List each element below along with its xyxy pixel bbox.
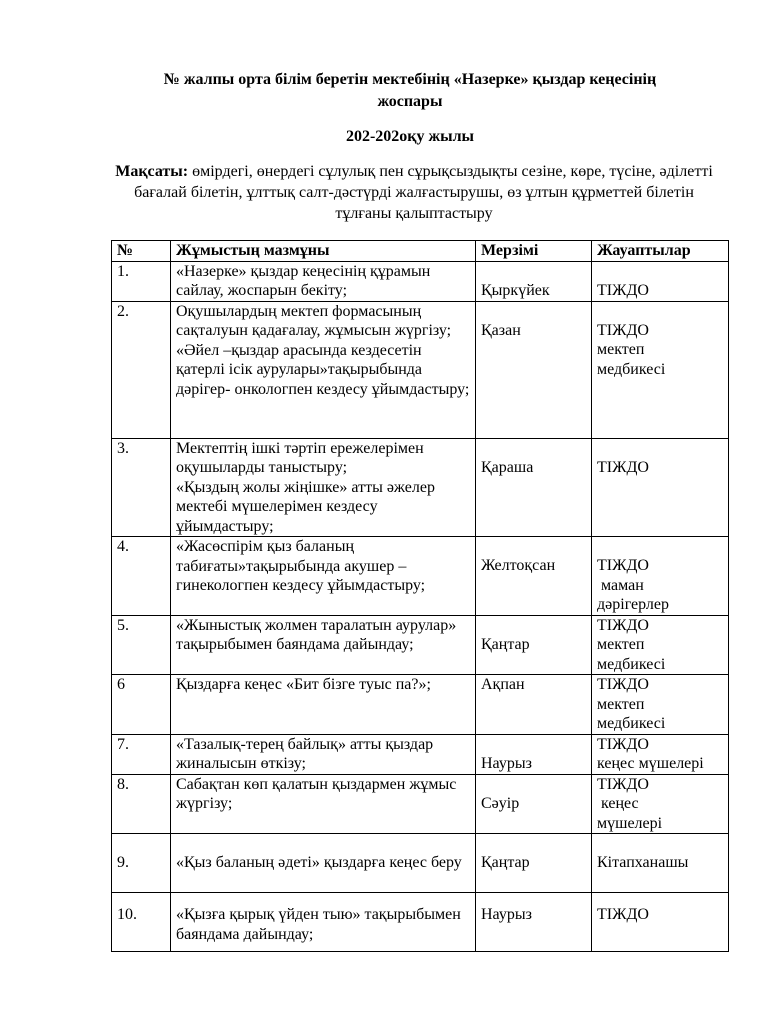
row-responsible (592, 438, 729, 537)
header-date: Мерзімі (476, 241, 592, 262)
row-date: Желтоқсан (476, 537, 592, 616)
responsible-line: мектеп (597, 341, 645, 358)
table-row (112, 675, 729, 735)
row-responsible (592, 615, 729, 675)
header-responsible: Жауаптылар (592, 241, 729, 262)
responsible-line: ТІЖДО (597, 557, 649, 574)
row-number: 2. (112, 301, 171, 438)
row-content (171, 301, 476, 438)
responsible-line: кеңес мүшелері (597, 755, 704, 772)
goal-label: Мақсаты: (115, 163, 189, 180)
row-number: 3. (112, 438, 171, 537)
academic-year: 202-202оқу жылы (345, 128, 475, 145)
responsible-line: маман (597, 576, 644, 594)
row-content (171, 438, 476, 537)
table-row (112, 537, 729, 616)
row-date: Қараша (476, 438, 592, 537)
row-date: Наурыз (476, 893, 592, 952)
row-content (171, 261, 476, 301)
table-header-row (112, 241, 729, 262)
goal-paragraph (108, 161, 720, 224)
row-content (171, 834, 476, 893)
row-date: Қыркүйек (476, 261, 592, 301)
row-content (171, 893, 476, 952)
responsible-line: дәрігерлер (597, 596, 670, 613)
goal-text: өмірдегі, өнердегі сұлулық пен сұрықсыздықты сезіне, көре, түсіне, әділетті бағалай білетін, ұлттық салт-дәстүрді жалғастырушы, өз ұлтын құрметтей білетін тұлғаны қалыптастыру (134, 163, 713, 222)
table-row (112, 893, 729, 952)
responsible-line: кеңес (597, 795, 639, 812)
row-number: 1. (112, 261, 171, 301)
table-row (112, 734, 729, 774)
row-number: 8. (112, 774, 171, 834)
content-paragraph: Мектептің ішкі тәртіп ережелерімен оқушыларды таныстыру; (176, 439, 424, 476)
responsible-line: мүшелері (597, 814, 663, 832)
row-number: 7. (112, 734, 171, 774)
row-responsible (592, 893, 729, 952)
row-responsible (592, 675, 729, 735)
content-paragraph: «Тазалық-терең байлық» атты қыздар жиналысын өткізу; (176, 735, 434, 772)
row-responsible (592, 834, 729, 893)
row-date: Қаңтар (476, 615, 592, 675)
table-row (112, 301, 729, 438)
row-content (171, 734, 476, 774)
responsible-line: ТІЖДО (597, 775, 649, 793)
row-number: 10. (112, 893, 171, 952)
responsible-line: медбикесі (597, 655, 666, 673)
responsible-line: Кітапханашы (597, 854, 689, 872)
row-date: Қаңтар (476, 834, 592, 893)
content-paragraph: «Жыныстық жолмен таралатын аурулар» тақырыбымен баяндама дайындау; (176, 616, 457, 653)
plan-table (111, 240, 729, 952)
responsible-line: ТІЖДО (597, 735, 649, 753)
row-responsible (592, 774, 729, 834)
content-paragraph: Сабақтан көп қалатын қыздармен жұмыс жүргізу; (176, 775, 457, 812)
row-responsible (592, 537, 729, 616)
responsible-line: ТІЖДО (597, 906, 649, 923)
responsible-line: мектеп (597, 695, 645, 713)
responsible-line: медбикесі (597, 715, 666, 732)
responsible-line: ТІЖДО (597, 676, 649, 693)
table-row (112, 774, 729, 834)
title-line-1: № жалпы орта білім беретін мектебінің «Назерке» қыздар кеңесінің (163, 71, 657, 88)
table-row (112, 261, 729, 301)
responsible-line: ТІЖДО (597, 616, 649, 634)
row-content (171, 615, 476, 675)
responsible-line: мектеп (597, 636, 645, 653)
row-date: Наурыз (476, 734, 592, 774)
row-responsible (592, 734, 729, 774)
content-paragraph: «Қыз баланың әдеті» қыздарға кеңес беру (176, 854, 462, 871)
responsible-line: медбикесі (597, 360, 666, 378)
row-responsible (592, 261, 729, 301)
row-number: 4. (112, 537, 171, 616)
content-paragraph: «Әйел –қыздар арасында кездесетін қатерлі ісік аурулары»тақырыбында дәрігер- онкологпен кездесу ұйымдастыру; (176, 341, 470, 398)
content-paragraph: «Қызға қырық үйден тыю» тақырыбымен баяндама дайындау; (176, 906, 461, 943)
header-content: Жұмыстың мазмұны (171, 241, 476, 262)
content-paragraph: Қыздарға кеңес «Бит бізге туыс па?»; (176, 676, 431, 693)
content-paragraph: «Назерке» қыздар кеңесінің құрамын сайлау, жоспарын бекіту; (176, 262, 431, 299)
table-body (112, 261, 729, 952)
row-content (171, 774, 476, 834)
row-content (171, 537, 476, 616)
responsible-line: ТІЖДО (597, 458, 649, 476)
document-title (100, 69, 720, 113)
row-date: Ақпан (476, 675, 592, 735)
row-content (171, 675, 476, 735)
row-number: 6 (112, 675, 171, 735)
content-paragraph: Оқушылардың мектеп формасының сақталуын қадағалау, жұмысын жүргізу; (176, 302, 452, 339)
responsible-line: ТІЖДО (597, 321, 649, 339)
row-number: 9. (112, 834, 171, 893)
table-row (112, 615, 729, 675)
header-number: № (112, 241, 171, 262)
content-paragraph: «Қыздың жолы жіңішке» атты әжелер мектебі мүшелерімен кездесу ұйымдастыру; (176, 478, 435, 535)
row-responsible (592, 301, 729, 438)
row-date: Қазан (476, 301, 592, 438)
table-row (112, 438, 729, 537)
row-number: 5. (112, 615, 171, 675)
row-date: Сәуір (476, 774, 592, 834)
table-row (112, 834, 729, 893)
responsible-line: ТІЖДО (597, 282, 649, 299)
title-line-2: жоспары (377, 93, 443, 110)
content-paragraph: «Жасөспірім қыз баланың табиғаты»тақырыбында акушер – гинекологпен кездесу ұйымдастыру; (176, 538, 426, 594)
